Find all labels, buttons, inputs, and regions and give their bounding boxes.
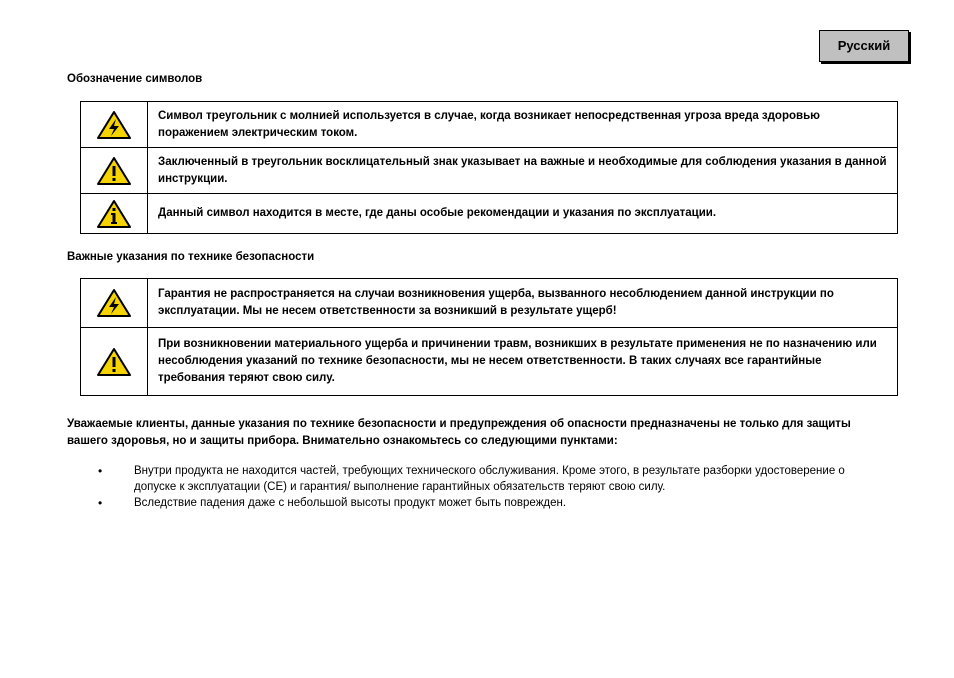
safety-table bbox=[80, 278, 898, 396]
icon-cell bbox=[81, 279, 148, 328]
section-heading-symbols: Обозначение символов bbox=[67, 73, 203, 85]
table-row bbox=[81, 148, 898, 194]
exclamation-warning-icon bbox=[96, 347, 132, 377]
list-item-text: Вследствие падения даже с небольшой высоты продукт может быть поврежден. bbox=[134, 497, 567, 509]
bullet-marker: • bbox=[98, 496, 103, 510]
list-item bbox=[67, 463, 887, 495]
icon-cell bbox=[81, 194, 148, 234]
table-row bbox=[81, 194, 898, 234]
row-text: Данный символ находится в месте, где даны особые рекомендации и указания по эксплуатации. bbox=[148, 194, 898, 234]
icon-cell bbox=[81, 102, 148, 148]
bullet-list bbox=[67, 463, 887, 511]
row-text: При возникновении материального ущерба и причинении травм, возникших в результате применения не по назначению или несоблюдения указаний по технике безопасности, мы не несем ответственности. В таких случаях все гарантийные требования теряют свою силу. bbox=[148, 328, 898, 396]
row-text: Символ треугольник с молнией используется в случае, когда возникает непосредственная угроза вреда здоровью поражением электрическим током. bbox=[148, 102, 898, 148]
lightning-warning-icon bbox=[96, 110, 132, 140]
list-item-text: Внутри продукта не находится частей, требующих технического обслуживания. Кроме этого, в результате разборки удостоверение о допуске к эксплуатации (CE) и гарантия/ выполнение гарантийных обязательств теряют свою силу. bbox=[134, 465, 845, 493]
row-text: Заключенный в треугольник восклицательный знак указывает на важные и необходимые для соблюдения указания в данной инструкции. bbox=[148, 148, 898, 194]
list-item bbox=[67, 495, 887, 511]
icon-cell bbox=[81, 328, 148, 396]
table-row bbox=[81, 328, 898, 396]
lightning-warning-icon bbox=[96, 288, 132, 318]
table-row bbox=[81, 102, 898, 148]
icon-cell bbox=[81, 148, 148, 194]
row-text: Гарантия не распространяется на случаи возникновения ущерба, вызванного несоблюдением данной инструкции по эксплуатации. Мы не несем ответственности за возникший в результате ущерб! bbox=[148, 279, 898, 328]
bullet-marker: • bbox=[98, 464, 103, 478]
intro-paragraph: Уважаемые клиенты, данные указания по технике безопасности и предупреждения об опасности предназначены не только для защиты вашего здоровья, но и защиты прибора. Внимательно ознакомьтесь со следующими пунктами: bbox=[67, 418, 851, 447]
table-row bbox=[81, 279, 898, 328]
section-heading-safety: Важные указания по технике безопасности bbox=[67, 251, 315, 263]
language-badge: Русский bbox=[819, 30, 909, 62]
symbols-table bbox=[80, 101, 898, 234]
exclamation-warning-icon bbox=[96, 156, 132, 186]
info-warning-icon bbox=[96, 199, 132, 229]
